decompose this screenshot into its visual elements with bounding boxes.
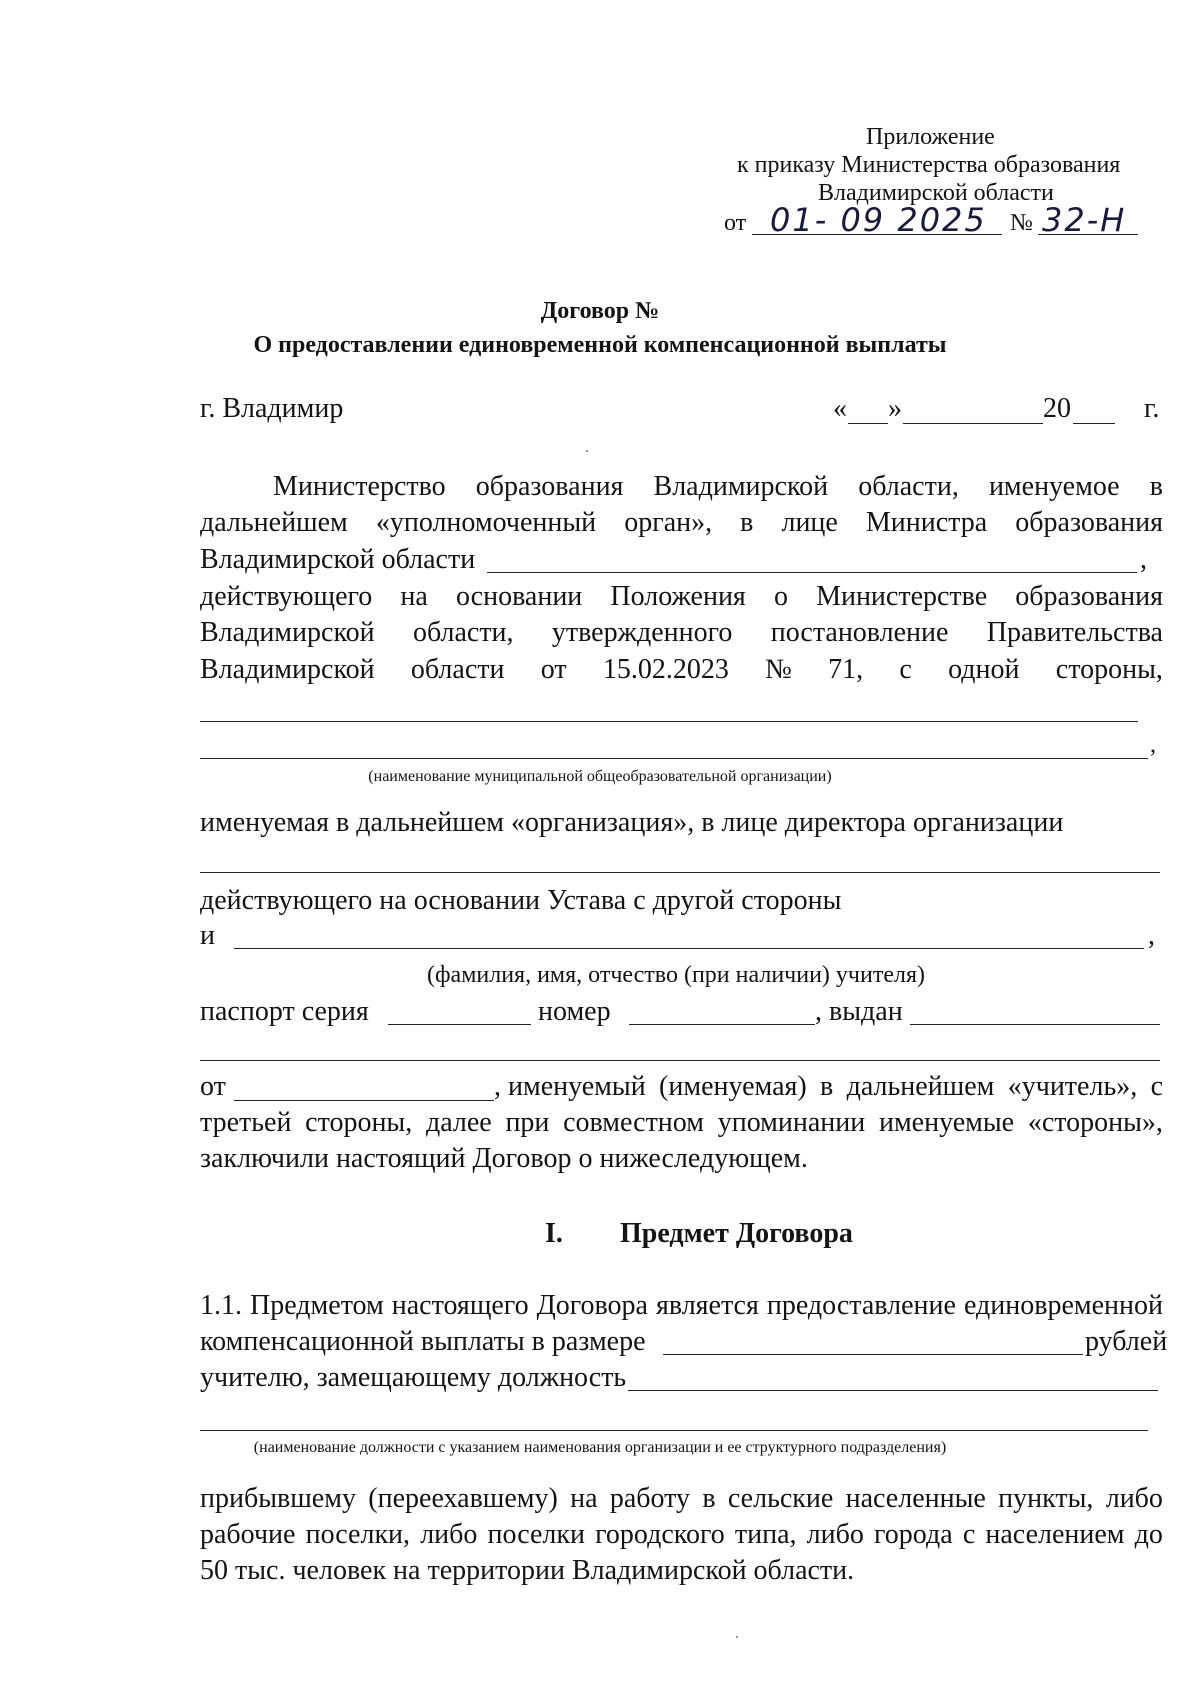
org-named-text: именуемая в дальнейшем «организация», в лице директора организации (200, 807, 1064, 838)
word: основании (455, 581, 583, 612)
date-day-line (848, 423, 888, 424)
section1-p1-line1: 1.1. Предметом настоящего Договора является предоставление единовременной (200, 1290, 1163, 1321)
word: области, (412, 617, 514, 648)
word: прибывшему (200, 1483, 356, 1514)
word: , именуемый (494, 1071, 646, 1102)
passport-from-label: от (200, 1071, 226, 1102)
word: Министерстве (816, 581, 988, 612)
word: одной (948, 654, 1020, 685)
appendix-from-label: от (724, 210, 747, 236)
org-name-line-2 (200, 758, 1148, 759)
word: Положения (610, 581, 746, 612)
word: в (702, 1483, 716, 1514)
section1-heading: Предмет Договора (620, 1218, 853, 1249)
position-caption: (наименование должности с указанием наименования организации и ее структурного подразделения) (253, 1439, 947, 1456)
word: с (962, 1519, 976, 1550)
word: именуемые (878, 1107, 1015, 1138)
para1-line1 (273, 470, 1163, 504)
acting-text: действующего на основании Устава с другой стороны (200, 885, 842, 916)
scan-speck (736, 1636, 738, 1638)
word: «стороны», (1027, 1107, 1163, 1138)
word: либо (806, 1519, 864, 1550)
section1-p1-line3: учителю, замещающему должность (200, 1362, 627, 1393)
section1-p2-line3: 50 тыс. человек на территории Владимирской области. (200, 1555, 855, 1586)
word: «уполномоченный (375, 507, 597, 538)
word: либо (420, 1519, 478, 1550)
word: третьей (200, 1107, 292, 1138)
word: «учитель», (1007, 1071, 1138, 1102)
date-month-line (903, 423, 1043, 424)
word: № (765, 654, 792, 685)
word: в (1149, 471, 1163, 502)
para1-line3-comma: , (1140, 544, 1147, 575)
word: Правительства (986, 617, 1163, 648)
teacher-name-line (234, 948, 1144, 949)
word: города (874, 1519, 953, 1550)
word: образования (1015, 507, 1163, 538)
position-line-2 (200, 1430, 1148, 1431)
word: городского (595, 1519, 725, 1550)
word: пункты, (998, 1483, 1094, 1514)
appendix-number-label: № (1010, 210, 1033, 236)
passport-number-label: номер (538, 996, 611, 1027)
word: утвержденного (551, 617, 733, 648)
word: образования (1015, 581, 1163, 612)
date-open-quote: « (833, 393, 847, 424)
para3-line2 (200, 1106, 1163, 1140)
passport-date-line (234, 1100, 494, 1101)
word: с (899, 654, 912, 685)
date-close-quote: » (888, 393, 902, 424)
word: в (740, 507, 754, 538)
word: Владимирской (200, 617, 375, 648)
section1-p2-line2 (200, 1518, 1163, 1552)
word: на (400, 581, 428, 612)
teacher-name-caption: (фамилия, имя, отчество (при наличии) учителя) (427, 962, 925, 988)
section1-p1-line2-start: компенсационной выплаты в размере (200, 1326, 646, 1357)
passport-issuer-line-2 (200, 1060, 1160, 1061)
org-name-caption: (наименование муниципальной общеобразовательной организации) (368, 768, 832, 785)
word: сельские (727, 1483, 834, 1514)
section1-p2-line1 (200, 1482, 1163, 1516)
word: от (540, 654, 567, 685)
section1-number: I. (545, 1218, 563, 1249)
word: о (773, 581, 788, 612)
org-line-comma: , (1150, 732, 1156, 758)
word: постановление (770, 617, 949, 648)
word: дальнейшем (200, 507, 348, 538)
word: Владимирской (200, 654, 375, 685)
para1-line5 (200, 616, 1163, 650)
date-year-prefix: 20 (1043, 393, 1071, 424)
appendix-date-handwritten: 01- 09 2025 (770, 201, 987, 239)
word: именуемое (988, 471, 1120, 502)
word: (переехавшему) (368, 1483, 558, 1514)
para1-line6 (200, 653, 1163, 687)
word: при (505, 1107, 550, 1138)
para1-line4 (200, 580, 1163, 614)
word: далее (425, 1107, 492, 1138)
word: рабочие (200, 1519, 296, 1550)
para3-line3: заключили настоящий Договор о нижеследующем. (200, 1143, 808, 1174)
word: с (1150, 1071, 1163, 1102)
passport-series-label: паспорт серия (200, 996, 369, 1027)
word: лице (781, 507, 838, 538)
para1-line3-text: Владимирской области (200, 544, 476, 575)
word: образования (475, 471, 624, 502)
word: действующего (200, 581, 373, 612)
payment-amount-line (663, 1354, 1083, 1355)
passport-issued-label: , выдан (815, 996, 903, 1027)
word: орган», (624, 507, 713, 538)
word: совместном (563, 1107, 704, 1138)
para3-line1 (494, 1070, 1163, 1104)
city-name: г. Владимир (200, 393, 344, 424)
word: в (820, 1071, 834, 1102)
contract-subject-title: О предоставлении единовременной компенсационной выплаты (253, 332, 947, 358)
word: типа, (734, 1519, 797, 1550)
section1-p1-line2-end: рублей (1085, 1326, 1168, 1357)
word: Министра (865, 507, 988, 538)
and-text: и (200, 920, 215, 951)
word: стороны, (1055, 654, 1163, 685)
word: (именуемая) (659, 1071, 807, 1102)
word: Владимирской (653, 471, 829, 502)
word: до (1134, 1519, 1163, 1550)
passport-number-line (629, 1024, 815, 1025)
contract-title: Договор № (540, 298, 660, 324)
word: Министерство (273, 471, 446, 502)
appendix-region: Владимирской области (818, 180, 1054, 206)
word: либо (1105, 1483, 1163, 1514)
appendix-title: Приложение (866, 124, 995, 150)
appendix-number-handwritten: 32-Н (1042, 201, 1127, 239)
word: поселки, (305, 1519, 411, 1550)
word: населенные (845, 1483, 986, 1514)
date-year-suffix: г. (1144, 393, 1160, 424)
word: стороны, (305, 1107, 413, 1138)
scan-speck (586, 450, 588, 452)
date-year-line (1073, 423, 1115, 424)
word: упоминании (717, 1107, 866, 1138)
org-name-line-1 (200, 721, 1138, 722)
director-name-line (200, 872, 1160, 873)
word: области, (858, 471, 959, 502)
word: населением (985, 1519, 1125, 1550)
position-line-1 (628, 1390, 1158, 1391)
word: области (410, 654, 505, 685)
passport-issuer-line (910, 1024, 1160, 1025)
word: 15.02.2023 (602, 654, 729, 685)
word: работу (609, 1483, 691, 1514)
minister-name-line (487, 572, 1137, 573)
word: поселки (487, 1519, 585, 1550)
para1-line2 (200, 506, 1163, 540)
word: 71, (828, 654, 864, 685)
word: дальнейшем (846, 1071, 995, 1102)
passport-series-line (388, 1024, 531, 1025)
appendix-order-ref: к приказу Министерства образования (737, 152, 1121, 178)
word: на (570, 1483, 598, 1514)
teacher-line-comma: , (1148, 920, 1155, 951)
